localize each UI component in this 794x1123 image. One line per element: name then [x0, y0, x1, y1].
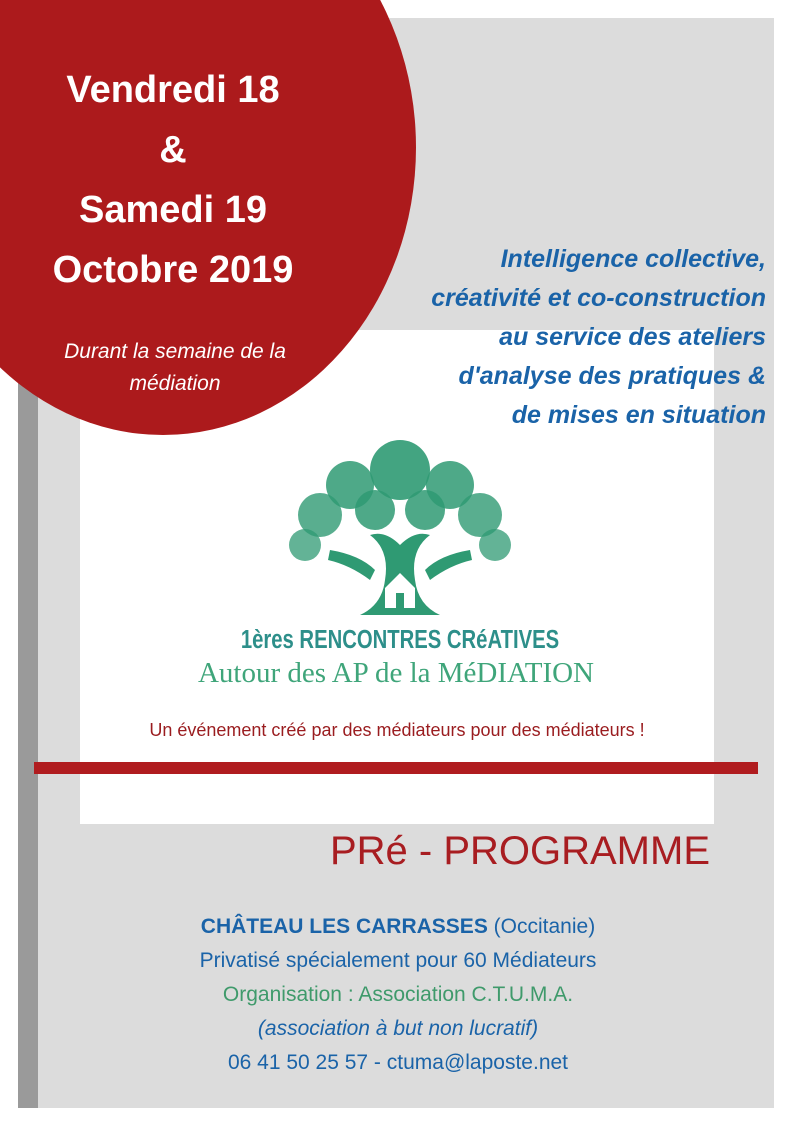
date-line-ampersand: &	[159, 129, 187, 171]
theme-line: au service des ateliers	[499, 323, 766, 351]
nonprofit-line: (association à but non lucratif)	[257, 1017, 539, 1040]
divider-bar	[34, 762, 758, 774]
event-dates	[28, 60, 318, 300]
theme-text	[370, 240, 766, 435]
event-logo	[160, 430, 640, 690]
theme-line: créativité et co-construction	[431, 284, 766, 312]
tree-house-icon	[289, 440, 511, 615]
logo-title: 1ères RENCONTRES CRéATIVES	[240, 624, 560, 654]
theme-line: de mises en situation	[511, 401, 766, 429]
theme-line: Intelligence collective,	[500, 245, 766, 273]
phone-email-line[interactable]: 06 41 50 25 57 - ctuma@laposte.net	[227, 1051, 569, 1074]
venue-name: CHÂTEAU LES CARRASSES	[200, 915, 488, 938]
venue-region: (Occitanie)	[493, 915, 596, 938]
event-context: Durant la semaine de la médiation	[64, 340, 286, 395]
privatized-line: Privatisé spécialement pour 60 Médiateurs	[199, 949, 597, 972]
event-tagline: Un événement créé par des médiateurs pour des médiateurs !	[149, 720, 645, 740]
contact-block	[60, 910, 736, 1080]
logo-subtitle: Autour des AP de la MéDIATION	[197, 657, 595, 689]
theme-line: d'analyse des pratiques &	[458, 362, 766, 390]
date-line-1: Vendredi 18	[66, 69, 280, 111]
date-line-2: Samedi 19	[79, 189, 267, 231]
program-title: PRé - PROGRAMME	[329, 829, 710, 873]
date-line-month: Octobre 2019	[52, 249, 294, 291]
organization-line: Organisation : Association C.T.U.M.A.	[222, 983, 574, 1006]
venue-line	[60, 910, 736, 944]
